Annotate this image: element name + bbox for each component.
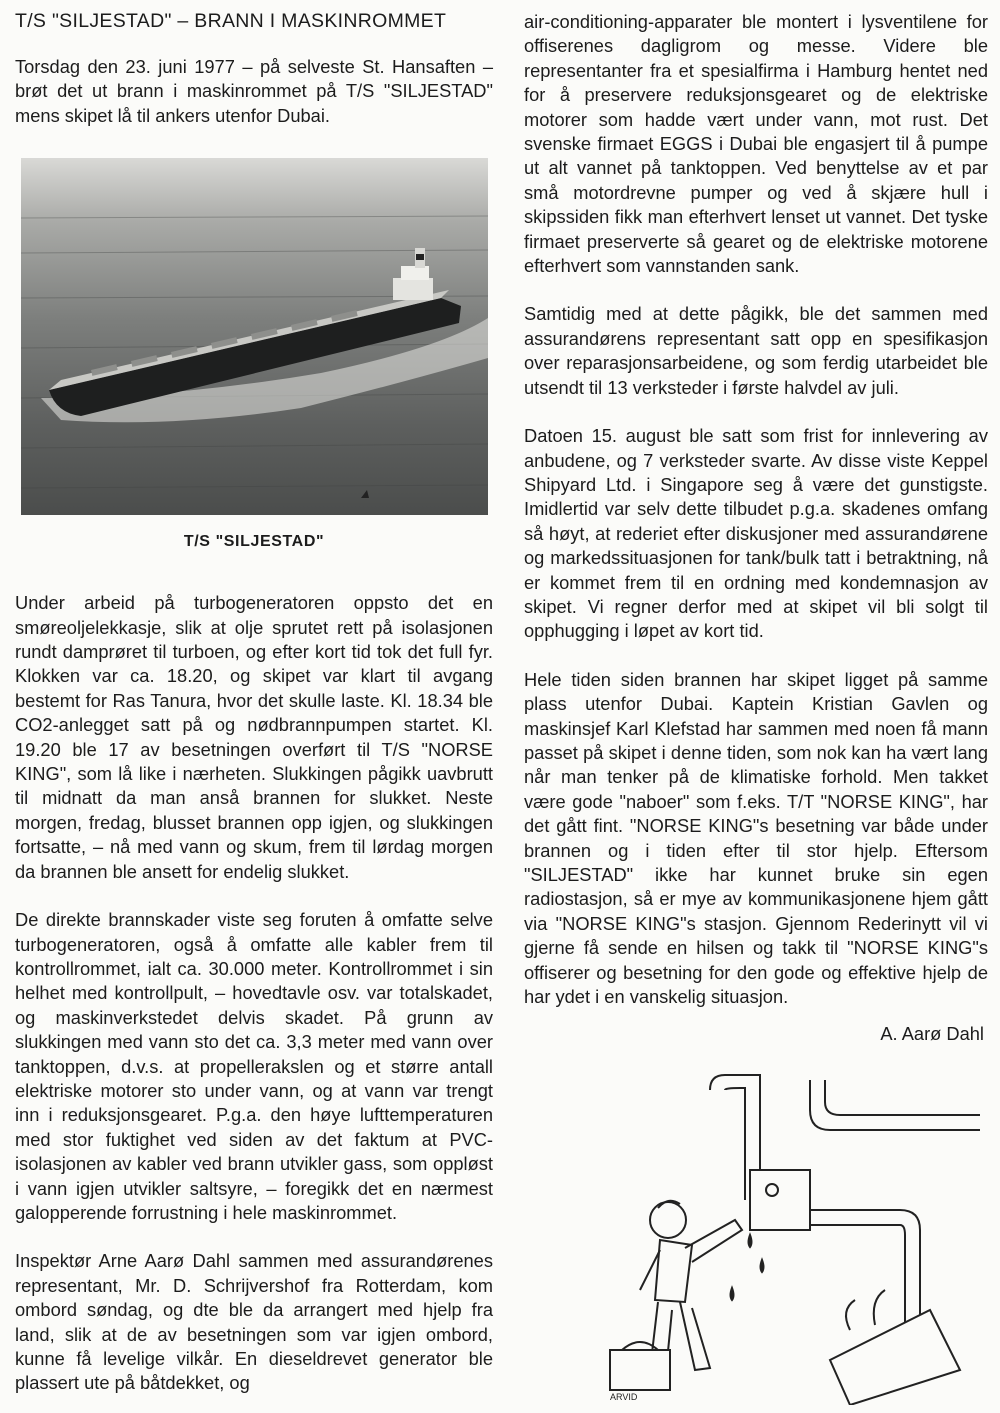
intro-paragraph: Torsdag den 23. juni 1977 – på selveste St. Hansaften – brøt det ut brann i maskinrommet på T/S "SILJESTAD" mens skipet lå til ankers utenfor Dubai. [15, 56, 493, 126]
left-column [15, 10, 493, 1396]
author-signature: A. Aarø Dahl [880, 1023, 984, 1045]
body-paragraph: Hele tiden siden brannen har skipet ligget på samme plass utenfor Dubai. Kaptein Kristian Gavlen og maskinsjef Karl Klefstad har sammen med noen få mann passet på skipet i denne tiden, som nok kan ha vært lang når man tenker på de klimatiske forhold. Men takket være gode "naboer" som f.eks. T/T "NORSE KING", har det gått fint. "NORSE KING"s besetning var både under brannen og i tiden efter til stor hjelp. Eftersom "SILJESTAD" ikke har kunnet bruke sin egen radiostasjon, så er mye av kommunikasjonene hjem gått via "NORSE KING"s stasjon. Gjennom Rederinytt vil vi gjerne få sende en hilsen og takk til "NORSE KING"s offiserer og besetning for den gode og effektive hjelp de har ydet i en vanskelig situasjon. [524, 668, 988, 1008]
article-title: T/S "SILJESTAD" – BRANN I MASKINROMMET [15, 10, 447, 32]
body-paragraph: Datoen 15. august ble satt som frist for innlevering av anbudene, og 7 verksteder svarte. Av disse viste Keppel Shipyard Ltd. i Singapore seg å være det gunstigste. Imidlertid var selv dette tilbudet p.g.a. skadenes omfang så høyt, at rederiet efter diskusjoner med assurandørene og markedssituasjonen for tank/bulk tatt i betraktning, nå er kommet frem til en ordning med kondemnasjon av skipet. Vi regner derfor med at skipet vil bli solgt til opphugging i løpet av kort tid. [524, 425, 988, 642]
ship-photo [21, 158, 488, 515]
body-paragraph: De direkte brannskader viste seg foruten å omfatte selve turbogeneratoren, også å omfatte alle kabler frem til kontrollrommet, ialt ca. 30.000 meter. Kontrollrommet i sin helhet med kontrollpult, – hovedtavle osv. var totalskadet, og maskinverkstedet delvis skadet. På grunn av slukkingen med vann sto det ca. 3,3 meter med vann over tanktoppen, d.v.s. at propellerakslen og et større antall elektriske motorer sto under vann, og at vann var trengt inn i reduksjonsgearet. P.g.a. den høye lufttemperaturen med stor fuktighet ved siden av det faktum at PVC-isolasjonen av kabler ved brann utvikler gass, som oppløst i vann igjen utvikler saltsyre, – foregikk det en nærmest galopperende forrustning i hele maskinrommet. [15, 909, 493, 1223]
body-paragraph: Inspektør Arne Aarø Dahl sammen med assurandørenes representant, Mr. D. Schrijvershof fra Rotterdam, kom ombord søndag, og dte ble da arrangert med hjelp fra land, slik at de av besetningen som var igjen ombord, kunne få levelige vilkår. En dieseldrevet generator ble plassert ute på båtdekket, og [15, 1250, 493, 1394]
right-column [524, 10, 988, 1045]
photo-caption: T/S "SILJESTAD" [183, 533, 325, 551]
body-paragraph: Samtidig med at dette pågikk, ble det sammen med assurandørens representant satt opp en spesifikasjon over reparasjonsarbeidene, og som ferdig utarbeidet ble utsendt til 13 verksteder i første halvdel av juli. [524, 303, 988, 398]
body-paragraph: Under arbeid på turbogeneratoren oppsto det en smøreoljelekkasje, slik at olje sprutet rett på isolasjonen rundt damprøret til turboen, og efter kort tid tok det full fyr. Klokken var ca. 18.20, og skipet var klart til avgang bestemt for Ras Tanura, hvor det skulle laste. Kl. 18.34 ble CO2-anlegget satt på og nødbrannpumpen startet. Kl. 19.20 ble 17 av besetningen overført til T/S "NORSE KING", som lå like i nærheten. Slukkingen pågikk uavbrutt til midnatt da man anså brannen for slukket. Neste morgen, fredag, blusset brannen opp igjen, og slukkingen fortsatte, – nå med vann og skum, frem til lørdag morgen da brannen ble ansett for endelig slukket. [15, 592, 493, 882]
cartoon-artist-signature: ARVID [610, 1392, 638, 1402]
cartoon-illustration [600, 1070, 980, 1405]
body-paragraph: air-conditioning-apparater ble montert i lysventilene for offiserenes dagligrom og messe. Videre ble representanter fra et spesialfirma i Hamburg hentet ned for å preservere reduksjonsgearet og de elektriske motorer som hadde vært under vann, mot rust. Det svenske firmaet EGGS i Dubai ble engasjert til å pumpe ut alt vannet på tanktoppen. Ved benyttelse av et par små motordrevne pumper og ved å skjære hull i skipssiden fikk man efterhvert lenset ut vannet. Det tyske firmaet preserverte så gearet og de elektriske motorene efterhvert som vannstanden sank. [524, 11, 988, 277]
